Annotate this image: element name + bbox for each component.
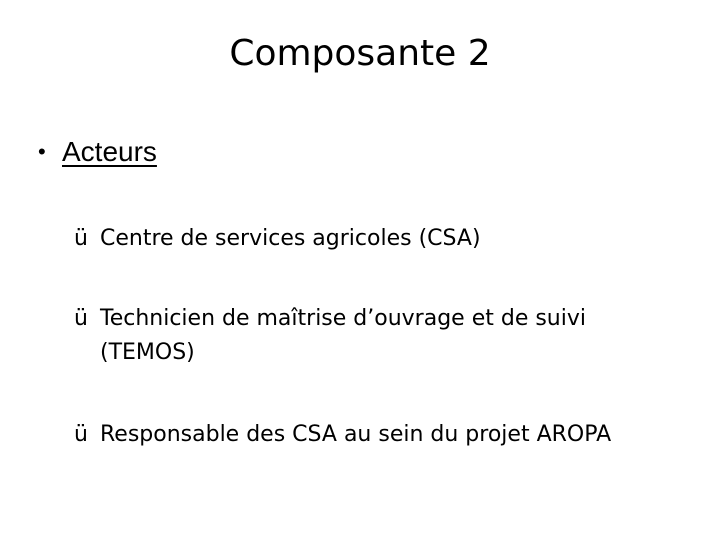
check-item-text: Centre de services agricoles (CSA) xyxy=(100,226,481,251)
check-item-text: Responsable des CSA au sein du projet AROPA xyxy=(100,422,612,447)
check-item-aropa xyxy=(74,418,694,452)
check-item-csa xyxy=(74,222,694,256)
check-item-text: Technicien de maîtrise d’ouvrage et de suivi (TEMOS) xyxy=(100,306,593,365)
check-item-temos xyxy=(74,302,634,370)
check-icon: ü xyxy=(74,226,88,251)
check-icon: ü xyxy=(74,306,88,331)
check-icon: ü xyxy=(74,422,88,447)
bullet-label: Acteurs xyxy=(62,136,157,167)
bullet-acteurs xyxy=(38,132,157,172)
slide-title: Composante 2 xyxy=(229,33,491,74)
bullet-dot-icon: • xyxy=(38,139,46,164)
